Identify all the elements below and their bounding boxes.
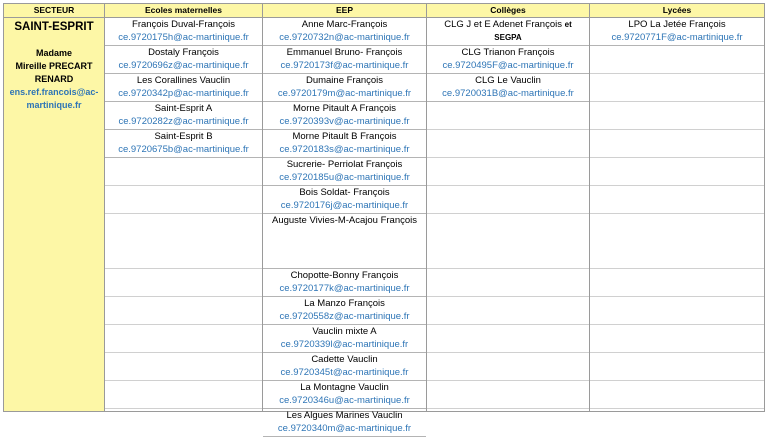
school-email[interactable]: ce.9720282z@ac-martinique.fr [118, 116, 249, 127]
school-email[interactable]: ce.9720346u@ac-martinique.fr [279, 395, 410, 406]
school-name [427, 18, 589, 31]
contact-table [3, 3, 765, 434]
school-name: Morne Pitault A François [293, 103, 396, 114]
empty-row [590, 214, 764, 269]
empty-row [105, 325, 262, 353]
eep-row [263, 269, 426, 297]
college-row [427, 74, 589, 102]
school-name: Sucrerie- Perriolat François [286, 159, 403, 170]
eep-row [263, 74, 426, 102]
eep-header: EEP [263, 4, 426, 18]
eep-row [263, 46, 426, 74]
school-email[interactable]: ce.9720183s@ac-martinique.fr [279, 144, 410, 155]
referent-email-line-2[interactable]: martinique.fr [26, 100, 82, 110]
eep-row [263, 381, 426, 409]
school-email[interactable]: ce.9720177k@ac-martinique.fr [279, 283, 410, 294]
school-email[interactable]: ce.9720675b@ac-martinique.fr [118, 144, 249, 155]
school-email[interactable]: ce.9720732n@ac-martinique.fr [279, 32, 410, 43]
school-name: CLG Trianon François [461, 47, 555, 58]
school-name: Dostaly François [148, 47, 219, 58]
school-name: Vauclin mixte A [312, 326, 377, 337]
referent-first-name: Mireille PRECART [15, 61, 93, 71]
empty-row [590, 325, 764, 353]
secteur-name: SAINT-ESPRIT [14, 21, 94, 33]
school-email[interactable]: ce.9720771F@ac-martinique.fr [611, 32, 743, 43]
empty-row [427, 325, 589, 353]
eep-row [263, 214, 426, 269]
maternelle-row [105, 74, 262, 102]
referent-civility: Madame [35, 48, 72, 58]
referent-last-name: RENARD [34, 74, 74, 84]
school-name: Bois Soldat- François [299, 187, 390, 198]
maternelles-header: Ecoles maternelles [105, 4, 262, 18]
school-name: Les Algues Marines Vauclin [286, 410, 403, 421]
school-name: Emmanuel Bruno- François [286, 47, 403, 58]
eep-row [263, 102, 426, 130]
colleges-header: Collèges [427, 4, 589, 18]
empty-row [590, 186, 764, 214]
empty-row [427, 269, 589, 297]
maternelle-row [105, 102, 262, 130]
empty-row [105, 186, 262, 214]
school-name-suffix: et [564, 20, 572, 29]
empty-row [427, 381, 589, 409]
empty-row [590, 353, 764, 381]
eep-column [263, 4, 427, 434]
school-name: Chopotte-Bonny François [290, 270, 399, 281]
school-email[interactable]: ce.9720696z@ac-martinique.fr [118, 60, 249, 71]
college-row [427, 18, 589, 46]
maternelles-column [105, 4, 263, 411]
school-email[interactable]: ce.9720345t@ac-martinique.fr [280, 367, 409, 378]
school-name: Dumaine François [305, 75, 384, 86]
eep-row [263, 130, 426, 158]
college-row [427, 46, 589, 74]
school-name: LPO La Jetée François [628, 19, 726, 30]
school-name: Saint-Esprit B [154, 131, 213, 142]
school-email[interactable]: ce.9720342p@ac-martinique.fr [118, 88, 249, 99]
empty-row [105, 269, 262, 297]
empty-row [105, 297, 262, 325]
school-name: Morne Pitault B François [292, 131, 397, 142]
school-email[interactable]: ce.9720185u@ac-martinique.fr [279, 172, 410, 183]
eep-row [263, 158, 426, 186]
empty-row [427, 297, 589, 325]
school-name-line2 [427, 31, 589, 44]
eep-row [263, 325, 426, 353]
school-name: Anne Marc-François [301, 19, 388, 30]
school-name: Les Corallines Vauclin [136, 75, 231, 86]
secteur-column [4, 4, 105, 411]
school-name: La Montagne Vauclin [300, 382, 389, 393]
school-name-main: CLG J et E Adenet François [444, 19, 562, 30]
empty-row [105, 158, 262, 186]
lycees-column [590, 4, 764, 411]
school-email[interactable]: ce.9720393v@ac-martinique.fr [279, 116, 410, 127]
secteur-header: SECTEUR [4, 4, 104, 18]
empty-row [590, 46, 764, 74]
school-name: CLG Le Vauclin [475, 75, 541, 86]
segpa-label: SEGPA [494, 33, 522, 42]
empty-row [590, 297, 764, 325]
secteur-cell [4, 18, 104, 112]
lycees-header: Lycées [590, 4, 764, 18]
empty-row [105, 214, 262, 269]
lycee-row [590, 18, 764, 46]
school-email[interactable]: ce.9720176j@ac-martinique.fr [280, 200, 409, 211]
eep-row [263, 353, 426, 381]
eep-row [263, 186, 426, 214]
school-name: Cadette Vauclin [311, 354, 378, 365]
school-email[interactable]: ce.9720031B@ac-martinique.fr [442, 88, 574, 99]
school-email[interactable]: ce.9720339l@ac-martinique.fr [280, 339, 409, 350]
maternelle-row [105, 130, 262, 158]
empty-row [590, 269, 764, 297]
eep-row [263, 297, 426, 325]
empty-row [427, 102, 589, 130]
empty-row [590, 74, 764, 102]
empty-row [105, 381, 262, 409]
empty-row [590, 130, 764, 158]
school-name: La Manzo François [304, 298, 385, 309]
empty-row [427, 186, 589, 214]
maternelle-row [105, 46, 262, 74]
empty-row [427, 214, 589, 269]
school-email[interactable]: ce.9720495F@ac-martinique.fr [442, 60, 574, 71]
school-name: Auguste Vivies-M-Acajou François [271, 215, 418, 226]
empty-row [105, 353, 262, 381]
eep-row [263, 18, 426, 46]
school-email[interactable]: ce.9720175h@ac-martinique.fr [118, 32, 249, 43]
empty-row [427, 130, 589, 158]
empty-row [590, 158, 764, 186]
colleges-column [427, 4, 590, 411]
school-name: Saint-Esprit A [154, 103, 213, 114]
empty-row [590, 102, 764, 130]
empty-row [427, 353, 589, 381]
empty-row [590, 381, 764, 409]
school-name: François Duval-François [132, 19, 235, 30]
referent-email-line-1[interactable]: ens.ref.francois@ac- [9, 87, 99, 97]
school-email[interactable]: ce.9720340m@ac-martinique.fr [277, 423, 412, 434]
eep-row [263, 409, 426, 437]
school-email[interactable]: ce.9720179m@ac-martinique.fr [277, 88, 412, 99]
school-email[interactable]: ce.9720173f@ac-martinique.fr [280, 60, 409, 71]
maternelle-row [105, 18, 262, 46]
empty-row [427, 158, 589, 186]
school-email[interactable]: ce.9720558z@ac-martinique.fr [279, 311, 410, 322]
